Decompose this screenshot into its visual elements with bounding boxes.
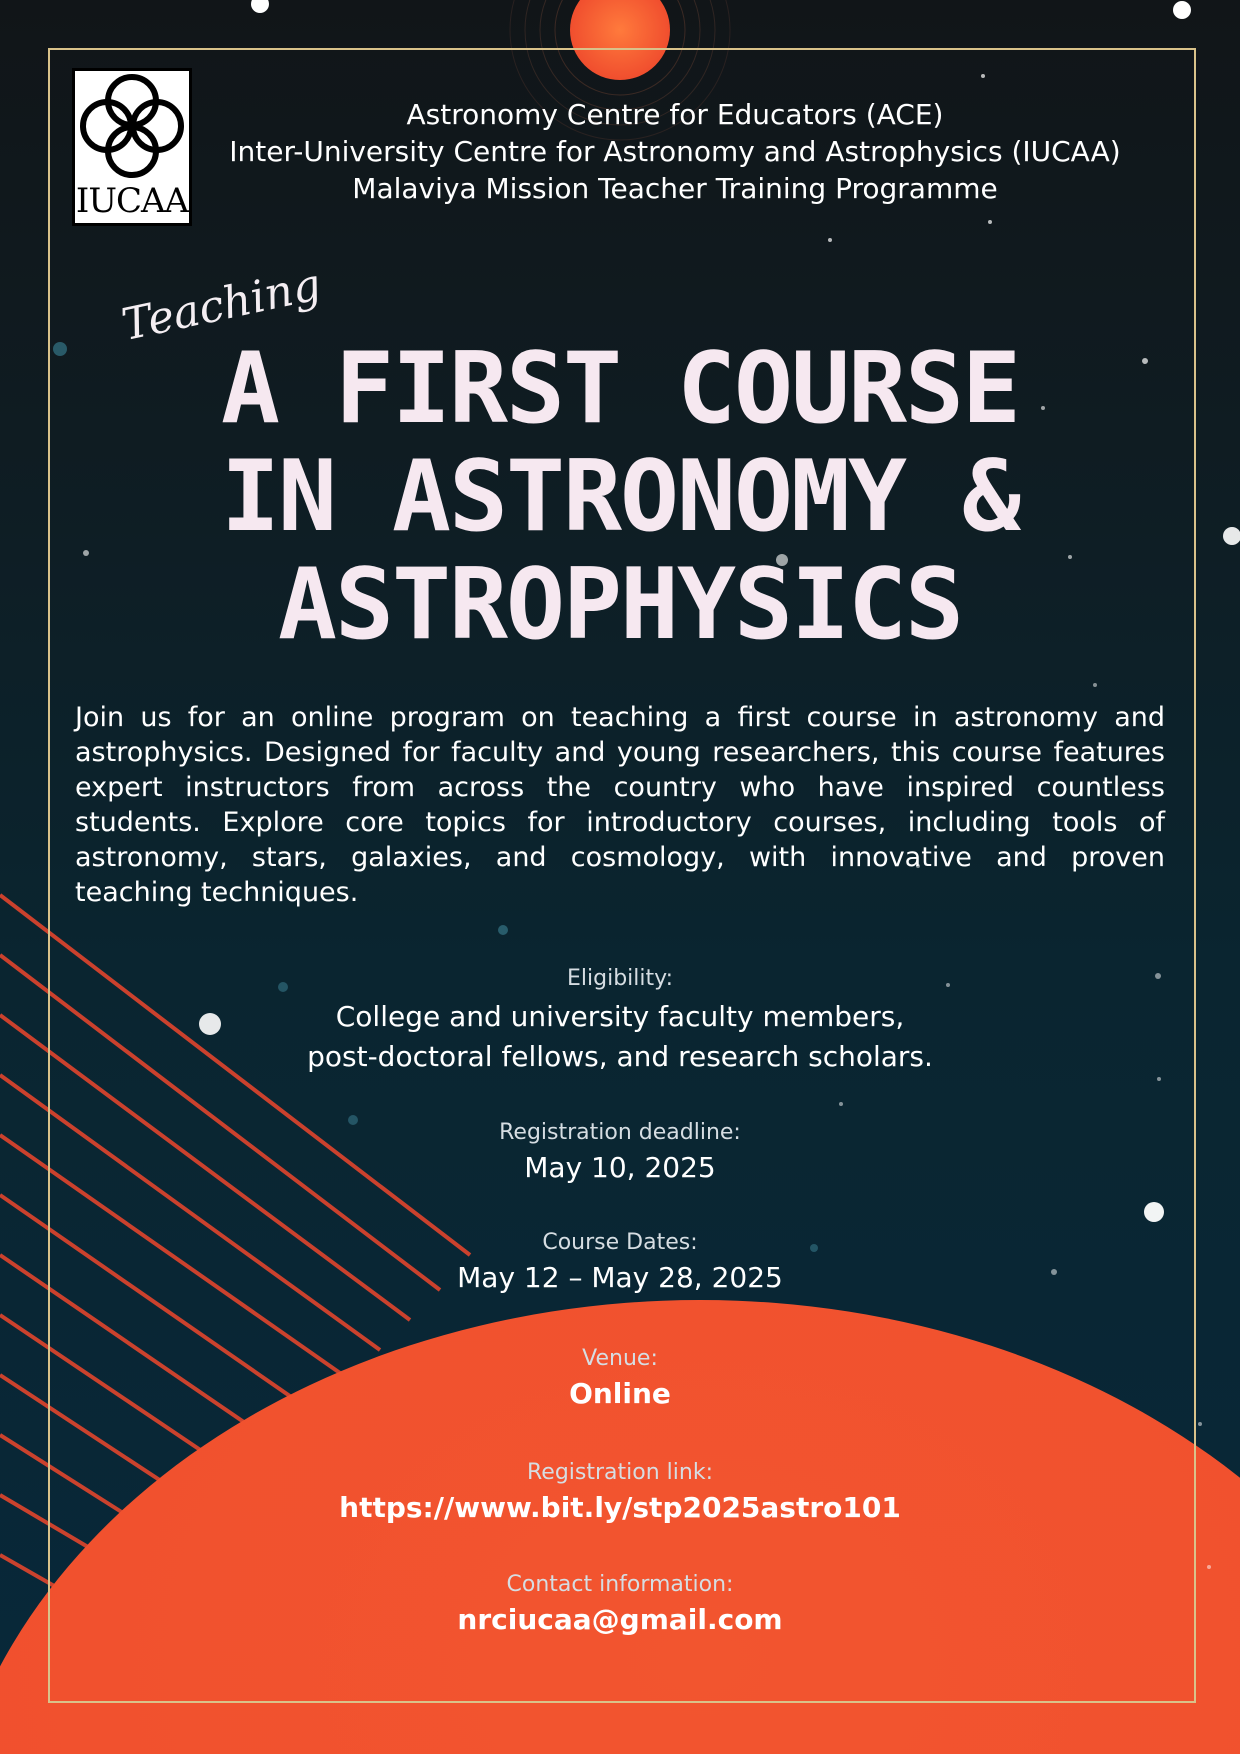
header-line-3: Malaviya Mission Teacher Training Programme [352,172,998,205]
venue-value: Online [569,1377,671,1410]
deadline-section [0,1120,1240,1184]
title-line-3: ASTROPHYSICS [277,548,962,662]
eligibility-line-1: College and university faculty members, [335,1000,905,1033]
header-line-1: Astronomy Centre for Educators (ACE) [406,98,944,131]
contact-section [0,1572,1240,1636]
title-line-2: IN ASTRONOMY & [220,440,1019,554]
organizer-header [200,96,1150,207]
intro-paragraph: Join us for an online program on teaching a first course in astronomy and astrophysics. Designed for faculty and young researchers, this course features expert instructors from across the country who have inspired countless students. Explore core topics for introductory courses, including tools of astronomy, stars, galaxies, and cosmology, with innovative and proven teaching techniques. [75,702,1165,908]
venue-label: Venue: [582,1346,658,1371]
dates-label: Course Dates: [542,1230,698,1255]
iucaa-logo [72,68,192,226]
teaching-script: Teaching [117,259,326,351]
logo-text: IUCAA [75,181,189,221]
eligibility-section [0,966,1240,1077]
dates-section [0,1230,1240,1294]
contact-label: Contact information: [506,1572,734,1597]
course-title [0,332,1240,662]
eligibility-line-2: post-doctoral fellows, and research scholars. [307,1040,933,1073]
registration-link[interactable]: https://www.bit.ly/stp2025astro101 [339,1491,901,1524]
deadline-value: May 10, 2025 [524,1151,716,1184]
registration-label: Registration link: [527,1460,713,1485]
deadline-label: Registration deadline: [499,1120,741,1145]
title-line-1: A FIRST COURSE [220,332,1019,446]
registration-section [0,1460,1240,1524]
eligibility-label: Eligibility: [567,966,673,991]
knot-icon [75,71,189,185]
dates-value: May 12 – May 28, 2025 [457,1261,783,1294]
header-line-2: Inter-University Centre for Astronomy and Astrophysics (IUCAA) [229,135,1121,168]
venue-section [0,1346,1240,1410]
contact-email[interactable]: nrciucaa@gmail.com [457,1603,783,1636]
